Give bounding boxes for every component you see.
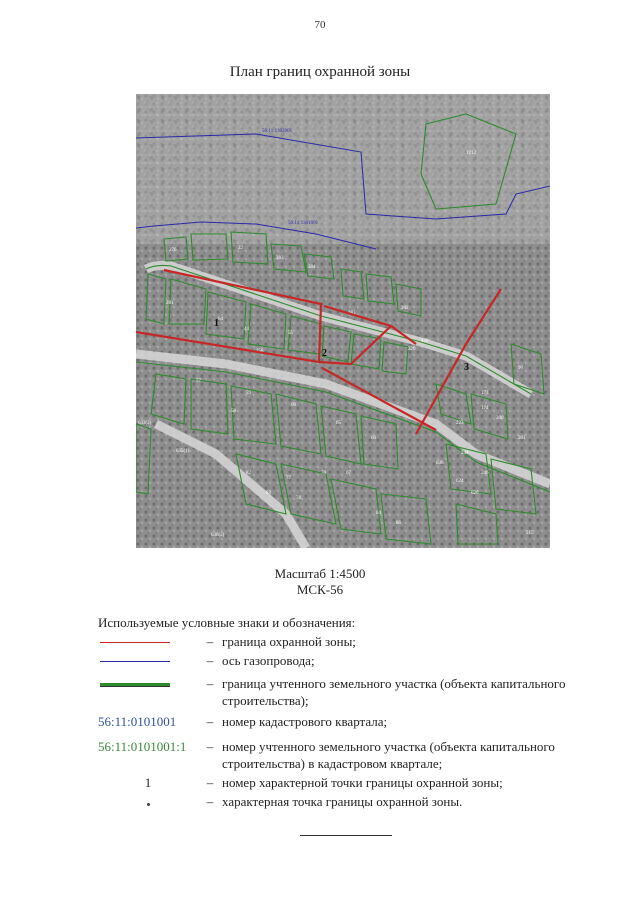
parcel-code: 56:11:0101001:1	[98, 739, 187, 754]
svg-text:626: 626	[471, 491, 479, 496]
blue-line-symbol	[98, 652, 198, 669]
svg-text:635(1): 635(1)	[176, 449, 190, 454]
quarter-label: 56:11:1302001	[262, 129, 293, 134]
map-scale	[0, 566, 640, 598]
legend-heading: Используемые условные знаки и обозначения:	[98, 615, 356, 630]
quarter-label: 56:11:1301001	[288, 221, 319, 226]
legend-item	[98, 738, 578, 772]
svg-text:215: 215	[526, 531, 534, 536]
svg-text:283: 283	[276, 256, 284, 261]
svg-text:58: 58	[231, 409, 236, 414]
quarter-code: 56:11:0101001	[98, 714, 177, 729]
svg-text:200: 200	[496, 416, 504, 421]
point-label: 3	[464, 362, 469, 373]
svg-text:636(2): 636(2)	[211, 533, 225, 538]
svg-text:244: 244	[461, 451, 469, 456]
svg-text:320: 320	[408, 347, 416, 352]
coordinate-system: МСК-56	[296, 582, 344, 597]
svg-text:624: 624	[456, 479, 464, 484]
legend-desc: номер кадастрового квартала;	[222, 714, 388, 729]
dash: –	[206, 775, 214, 790]
svg-text:22: 22	[238, 246, 243, 251]
green-line-symbol	[98, 675, 198, 709]
svg-text:258: 258	[256, 349, 264, 354]
svg-text:246: 246	[481, 471, 489, 476]
point-label: 2	[322, 348, 327, 359]
svg-text:262: 262	[401, 306, 409, 311]
svg-text:77: 77	[286, 476, 291, 481]
svg-text:174: 174	[481, 406, 489, 411]
point-number-symbol: 1	[144, 775, 152, 790]
svg-text:55: 55	[288, 331, 293, 336]
legend-desc: граница учтенного земельного участка (объекта капитального строительства);	[222, 676, 566, 708]
svg-text:284: 284	[308, 265, 316, 270]
svg-text:281: 281	[166, 301, 174, 306]
page-title: План границ охранной зоны	[229, 64, 411, 80]
svg-text:66: 66	[371, 436, 376, 441]
svg-text:67: 67	[346, 471, 351, 476]
svg-text:59: 59	[246, 391, 251, 396]
cadastral-map	[136, 94, 550, 548]
dash: –	[206, 739, 214, 754]
legend-item	[98, 774, 578, 791]
svg-text:173: 173	[481, 391, 489, 396]
dash: –	[206, 794, 214, 809]
svg-text:83: 83	[266, 491, 271, 496]
svg-text:60: 60	[291, 403, 296, 408]
legend-desc: ось газопровода;	[222, 653, 315, 668]
svg-text:86: 86	[396, 521, 401, 526]
svg-text:201: 201	[518, 436, 526, 441]
dash: –	[206, 676, 214, 691]
svg-text:633(2): 633(2)	[138, 421, 152, 426]
footer-divider	[300, 835, 392, 836]
legend-desc: граница охранной зоны;	[222, 634, 356, 649]
legend-desc: номер характерной точки границы охранной зоны;	[222, 775, 503, 790]
svg-text:70: 70	[321, 471, 326, 476]
svg-text:636: 636	[436, 461, 444, 466]
dash: –	[206, 714, 214, 729]
dash: –	[206, 634, 214, 649]
legend	[98, 633, 578, 812]
red-line-symbol	[98, 633, 198, 650]
svg-text:276: 276	[169, 248, 177, 253]
point-symbol	[98, 793, 198, 810]
page-number: 70	[314, 19, 326, 31]
legend-item	[98, 633, 578, 650]
legend-item	[98, 652, 578, 669]
svg-text:78: 78	[296, 496, 301, 501]
svg-text:65: 65	[336, 421, 341, 426]
scale-ratio: Масштаб 1:4500	[274, 566, 366, 581]
svg-text:64: 64	[218, 317, 223, 322]
svg-text:57: 57	[196, 379, 201, 384]
legend-desc: номер учтенного земельного участка (объекта капитального строительства) в кадастровом квартале;	[222, 739, 555, 771]
svg-text:96: 96	[518, 366, 523, 371]
legend-item	[98, 713, 578, 730]
svg-text:223: 223	[456, 421, 464, 426]
svg-text:183: 183	[348, 311, 356, 316]
svg-text:430: 430	[421, 339, 429, 344]
svg-text:82: 82	[246, 471, 251, 476]
point-label: 1	[214, 318, 219, 329]
legend-desc: характерная точка границы охранной зоны.	[222, 794, 463, 809]
legend-item	[98, 793, 578, 810]
legend-item	[98, 675, 578, 709]
svg-text:84: 84	[376, 511, 381, 516]
dash: –	[206, 653, 214, 668]
svg-text:44: 44	[244, 327, 249, 332]
svg-text:1212: 1212	[466, 151, 476, 156]
